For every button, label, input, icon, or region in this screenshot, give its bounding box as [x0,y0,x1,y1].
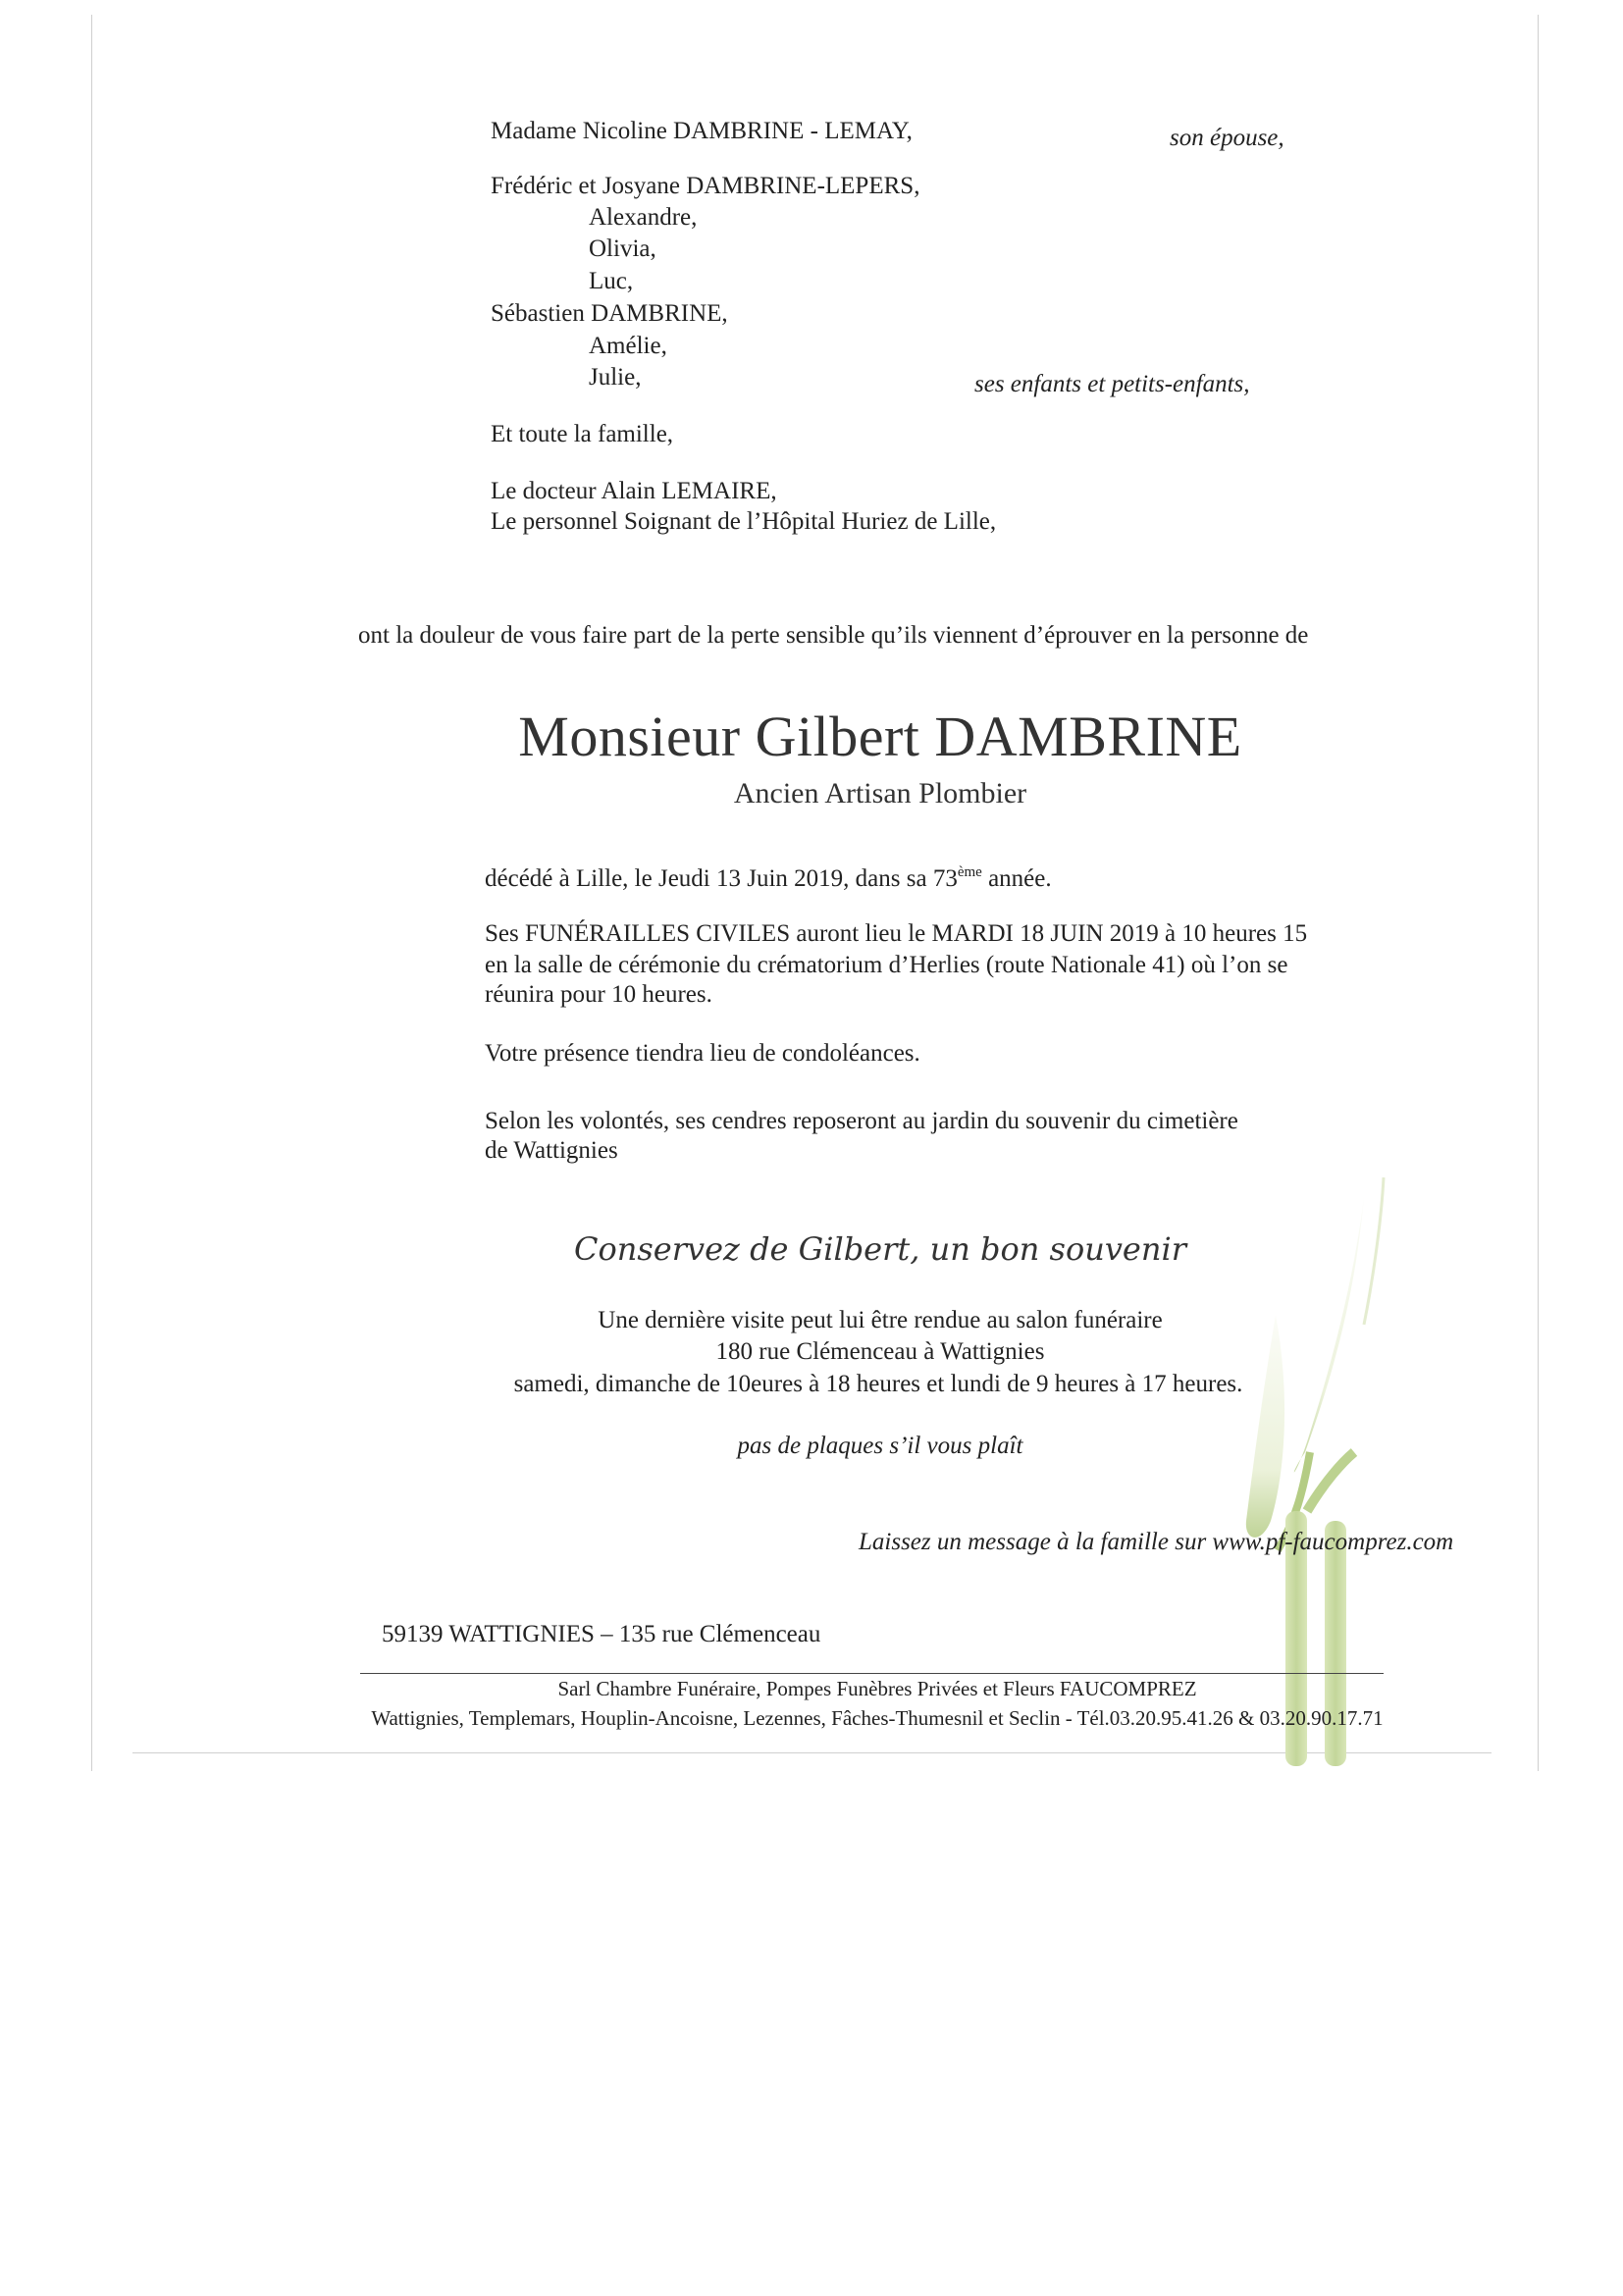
footer-locations: Wattignies, Templemars, Houplin-Ancoisne, Lezennes, Fâches-Thumesnil et Seclin - Tél.03.20.95.41.26 & 03.20.90.17.71 [371,1706,1384,1730]
child-family-2: Sébastien DAMBRINE, [491,300,728,327]
deceased-name: Monsieur Gilbert DAMBRINE [518,704,1242,768]
family-line: Et toute la famille, [491,421,674,447]
spouse-role: son épouse, [1170,125,1284,151]
visit-line-2: 180 rue Clémenceau à Wattignies [715,1338,1045,1365]
death-notice: décédé à Lille, le Jeudi 13 Juin 2019, dans sa 73ème année. [485,864,1052,892]
deceased-occupation: Ancien Artisan Plombier [733,777,1027,809]
grandchild-5: Julie, [589,364,642,391]
message-line: Laissez un message à la famille sur www.pf-faucomprez.com [859,1529,1454,1555]
funeral-line-3: réunira pour 10 heures. [485,981,712,1008]
right-scan-edge [1538,15,1539,1771]
spouse-line: Madame Nicoline DAMBRINE - LEMAY, [491,118,913,144]
remembrance-script: Conservez de Gilbert, un bon souvenir [574,1230,1186,1268]
doctor-line: Le docteur Alain LEMAIRE, [491,478,777,504]
ashes-line-2: de Wattignies [485,1137,618,1164]
condolences-line: Votre présence tiendra lieu de condoléances. [485,1040,920,1067]
announcement-line: ont la douleur de vous faire part de la perte sensible qu’ils viennent d’éprouver en la personne de [358,622,1309,649]
address-line: 59139 WATTIGNIES – 135 rue Clémenceau [382,1621,821,1647]
staff-line: Le personnel Soignant de l’Hôpital Huriez de Lille, [491,508,997,535]
funeral-line-1: Ses FUNÉRAILLES CIVILES auront lieu le MARDI 18 JUIN 2019 à 10 heures 15 [485,920,1308,947]
no-plaques-line: pas de plaques s’il vous plaît [737,1433,1023,1459]
grandchild-2: Olivia, [589,235,656,262]
grandchild-4: Amélie, [589,333,667,359]
grandchild-3: Luc, [589,268,634,294]
grandchild-1: Alexandre, [589,204,698,231]
left-scan-edge [91,15,92,1771]
child-family-1: Frédéric et Josyane DAMBRINE-LEPERS, [491,173,920,199]
ashes-line-1: Selon les volontés, ses cendres reposeront au jardin du souvenir du cimetière [485,1108,1238,1134]
visit-line-1: Une dernière visite peut lui être rendue au salon funéraire [598,1307,1163,1333]
visit-line-3: samedi, dimanche de 10eures à 18 heures et lundi de 9 heures à 17 heures. [513,1371,1243,1397]
footer-company: Sarl Chambre Funéraire, Pompes Funèbres Privées et Fleurs FAUCOMPREZ [557,1677,1197,1700]
footer-rule [360,1673,1384,1674]
funeral-line-2: en la salle de cérémonie du crématorium d’Herlies (route Nationale 41) où l’on se [485,952,1288,978]
children-role: ses enfants et petits-enfants, [974,371,1250,397]
